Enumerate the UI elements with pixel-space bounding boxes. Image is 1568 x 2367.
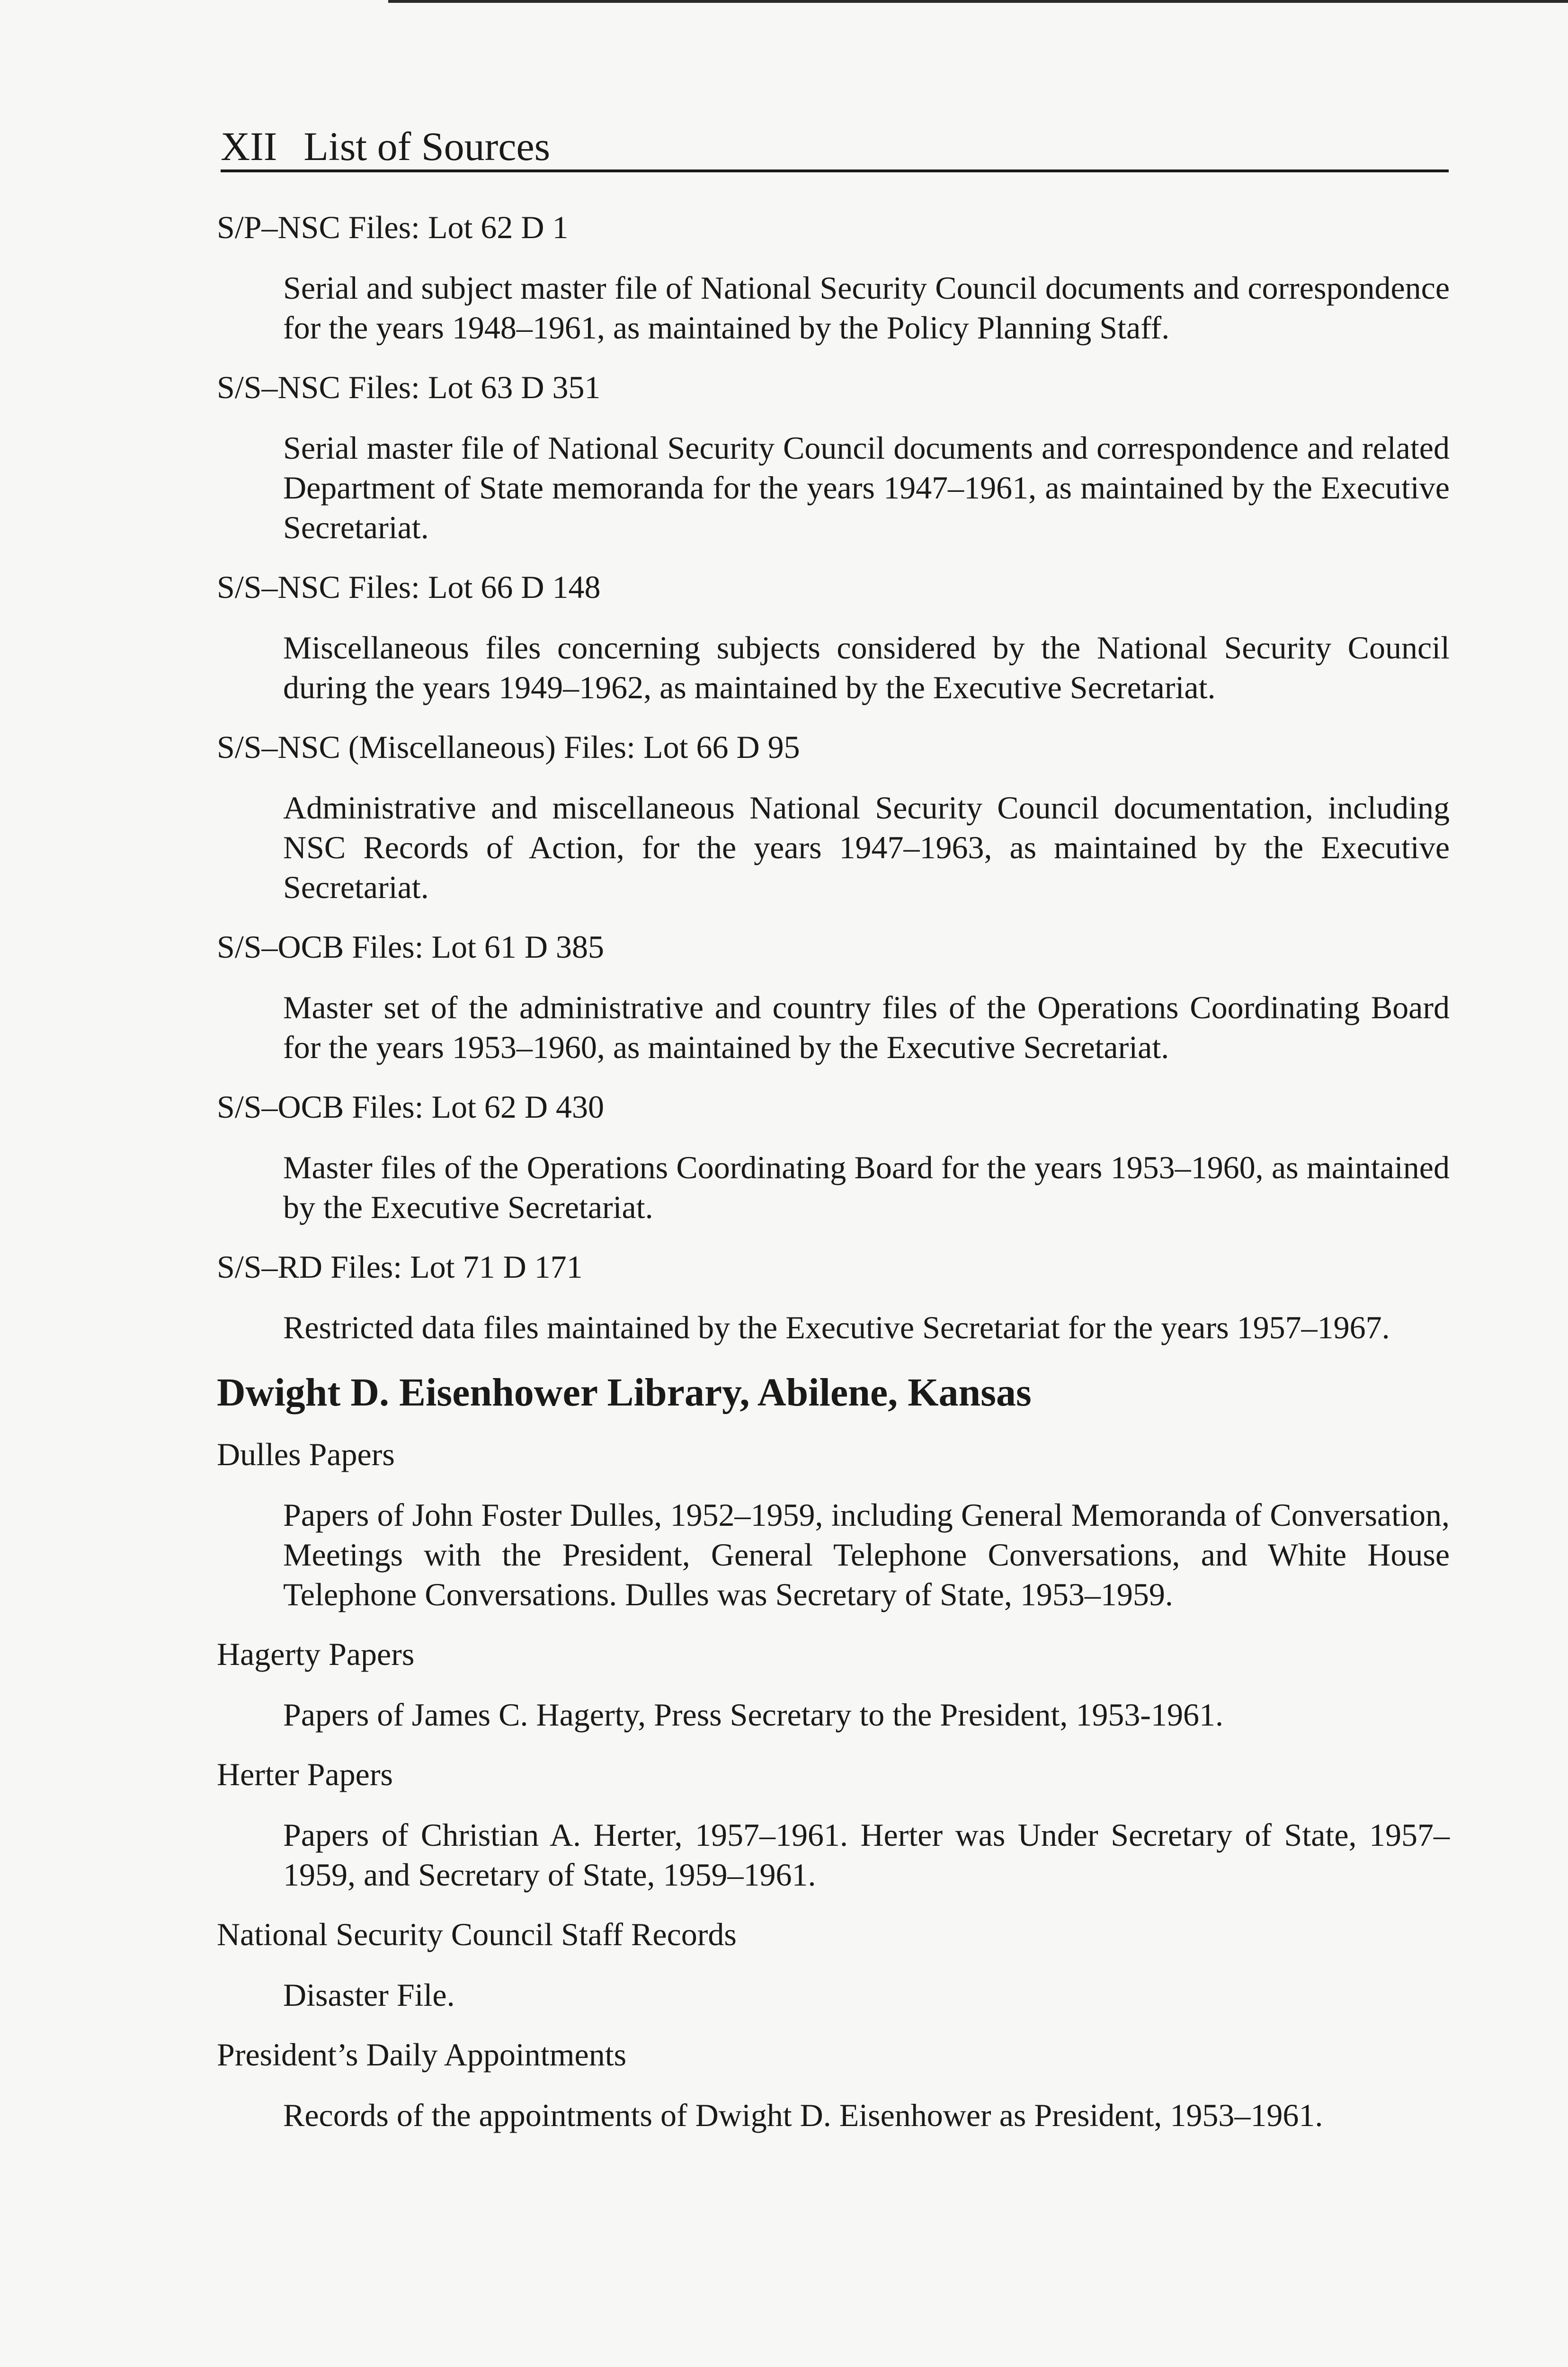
source-title: S/S–OCB Files: Lot 62 D 430 — [217, 1089, 605, 1125]
source-entry — [217, 928, 1450, 1067]
source-description: Serial and subject master file of National Security Council documents and correspondence for the years 1948–1961, as maintained by the Policy Planning Staff. — [283, 270, 1450, 346]
source-title: S/S–OCB Files: Lot 61 D 385 — [217, 929, 605, 965]
source-entry — [217, 1755, 1450, 1895]
source-entry — [217, 1088, 1450, 1227]
source-title: S/P–NSC Files: Lot 62 D 1 — [217, 209, 569, 245]
page-header — [221, 113, 1449, 172]
source-description: Records of the appointments of Dwight D. Eisenhower as President, 1953–1961. — [283, 2097, 1323, 2133]
source-description: Papers of John Foster Dulles, 1952–1959, including General Memoranda of Conversation, Meetings with the President, General Telephone Conversations, and White House Telephone Conversations. Dulles was Secretary of State, 1953–1959. — [283, 1497, 1450, 1612]
running-head — [221, 126, 550, 167]
source-title: Herter Papers — [217, 1756, 393, 1792]
source-title: President’s Daily Appointments — [217, 2037, 627, 2073]
source-description: Disaster File. — [283, 1977, 455, 2013]
source-entry — [217, 1435, 1450, 1614]
page-top-edge — [388, 0, 1568, 3]
source-title: S/S–RD Files: Lot 71 D 171 — [217, 1249, 583, 1285]
source-title: Hagerty Papers — [217, 1636, 415, 1672]
source-description: Miscellaneous files concerning subjects considered by the National Security Council during the years 1949–1962, as maintained by the Executive Secretariat. — [283, 630, 1450, 705]
source-entry — [217, 208, 1450, 347]
source-entry — [217, 2036, 1450, 2135]
source-title: Dulles Papers — [217, 1436, 395, 1472]
source-title: National Security Council Staff Records — [217, 1916, 737, 1952]
page-content — [217, 208, 1450, 2156]
page-number: XII — [221, 124, 277, 169]
source-entry — [217, 368, 1450, 547]
source-entry — [217, 728, 1450, 907]
section-heading-eisenhower-library: Dwight D. Eisenhower Library, Abilene, Kansas — [217, 1370, 1032, 1415]
source-description: Master files of the Operations Coordinating Board for the years 1953–1960, as maintained by the Executive Secretariat. — [283, 1149, 1450, 1225]
source-entry — [217, 568, 1450, 707]
source-description: Restricted data files maintained by the Executive Secretariat for the years 1957–1967. — [283, 1309, 1390, 1345]
source-entry — [217, 1248, 1450, 1347]
source-description: Master set of the administrative and country files of the Operations Coordinating Board for the years 1953–1960, as maintained by the Executive Secretariat. — [283, 989, 1450, 1065]
source-description: Serial master file of National Security Council documents and correspondence and related Department of State memoranda for the years 1947–1961, as maintained by the Executive Secretariat. — [283, 430, 1450, 545]
source-description: Papers of James C. Hagerty, Press Secretary to the President, 1953-1961. — [283, 1697, 1224, 1733]
source-title: S/S–NSC Files: Lot 66 D 148 — [217, 569, 601, 605]
page-title: List of Sources — [303, 124, 551, 169]
source-description: Papers of Christian A. Herter, 1957–1961. Herter was Under Secretary of State, 1957–1959, and Secretary of State, 1959–1961. — [283, 1817, 1450, 1893]
source-entry — [217, 1635, 1450, 1735]
source-title: S/S–NSC (Miscellaneous) Files: Lot 66 D 95 — [217, 729, 800, 765]
source-entry — [217, 1915, 1450, 2015]
source-title: S/S–NSC Files: Lot 63 D 351 — [217, 369, 601, 405]
source-description: Administrative and miscellaneous National Security Council documentation, including NSC Records of Action, for the years 1947–1963, as maintained by the Executive Secretariat. — [283, 790, 1450, 905]
